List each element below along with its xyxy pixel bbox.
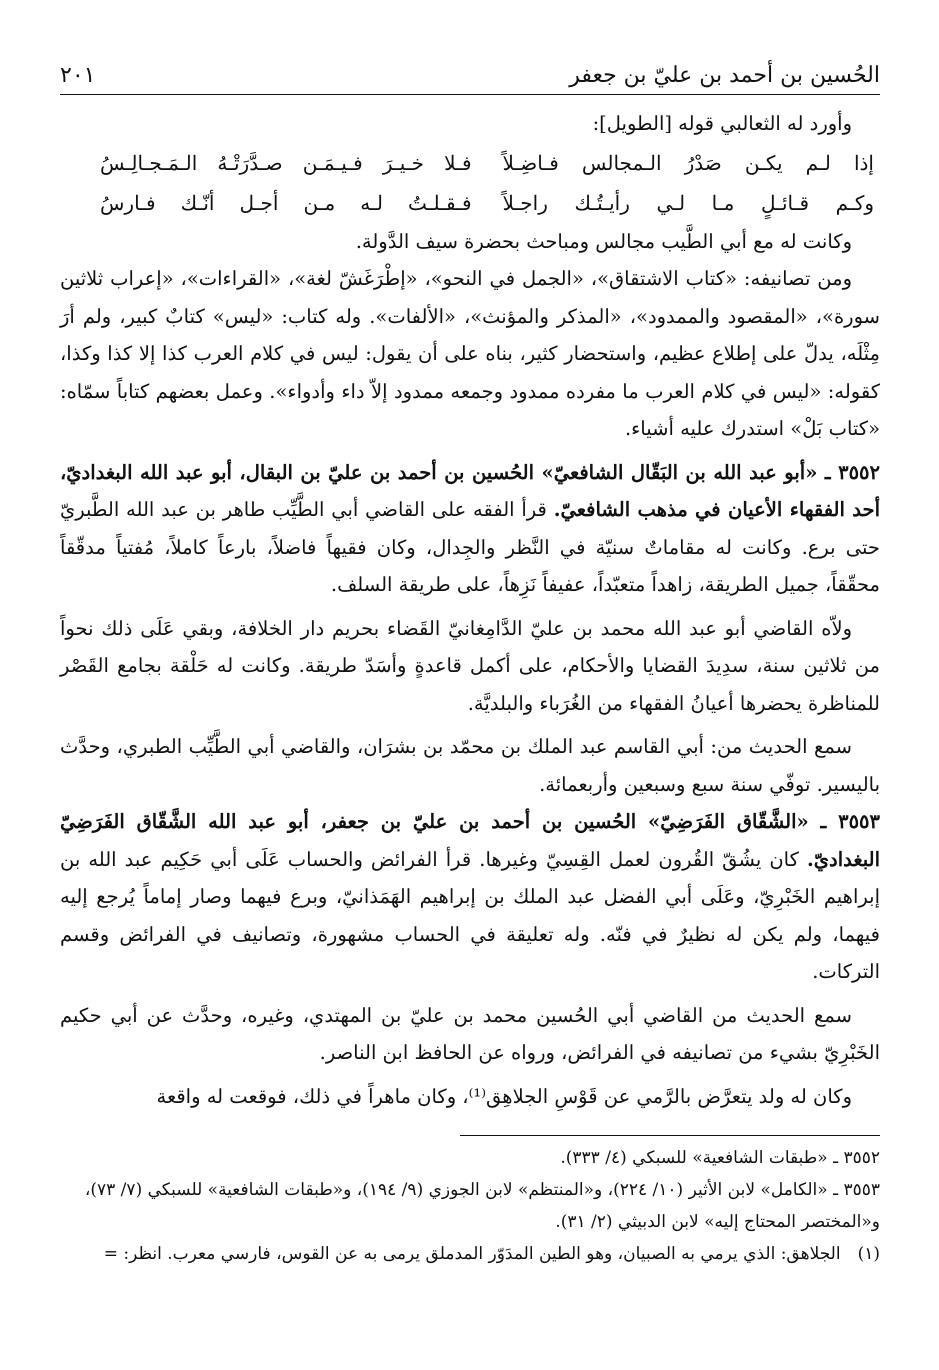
footnote-text: الجلاهق: الذي يرمي به الصبيان، وهو الطين المدَوّر المدملق يرمى به عن القوس، فارسي معرب. انظر: = [103, 1244, 841, 1264]
entry-3553-paragraph-3: وكان له ولد يتعرَّض بالرَّمي عن قَوْسِ الجلاهِق⁽¹⁾، وكان ماهراً في ذلك، فوقعت له واقعة [156, 1084, 852, 1108]
entry-3552 [60, 454, 880, 604]
footnote-source-3552 [60, 1142, 880, 1174]
verse-2-second-hemistich: فـقـلـتُ لـه مـن أجـل أنّـك فـارسُ [100, 190, 472, 215]
footnote-label: (١) [857, 1244, 880, 1264]
footnote-source-3553 [60, 1174, 880, 1238]
entry-3553-text: كان يشُقّ القُرون لعمل القِسِيّ وغيرها. قرأ الفرائض والحساب عَلَى أبي حَكِيم عبد الله بن إبراهيم الخَبْرِيّ، وعَلَى أبي الفضل عبد الملك بن إبراهيم الهَمَذانيّ، وبرع فيهما وصار إماماً يُرجع إليه فيهما، ولم يكن له نظيرٌ في فنّه. وله تعليقة في الحساب مشهورة، وتصانيف في الفرائض وقسم التركات. [60, 847, 880, 983]
page-header [60, 50, 880, 95]
paragraph-majalis: وكانت له مع أبي الطَّيب مجالس ومباحث بحضرة سيف الدَّولة. [355, 229, 852, 253]
entry-3553-paragraph-2: سمع الحديث من القاضي أبي الحُسين محمد بن عليّ بن المهتدي، وغيره، وحدَّث عن أبي حكيم الخَبْرِيّ بشيء من تصانيفه في الفرائض، ورواه عن الحافظ ابن الناصر. [60, 1003, 880, 1064]
entry-3552-text: قرأ الفقه على القاضي أبي الطَّيِّب طاهر بن عبد الله الطَّبريّ حتى برع. وكانت له مقاماتٌ سنيّة في النَّظر والجِدال، وكان فقيهاً فاضلاً، بارعاً كاملاً، مُفتياً مدقّقاً محقّقاً، جميل الطريقة، زاهداً متعبّداً، عفيفاً نَزِهاً، على طريقة السلف. [60, 498, 880, 596]
entry-3552-paragraph-3: سمع الحديث من: أبي القاسم عبد الملك بن محمّد بن بشرَان، والقاضي أبي الطَّيِّب الطبري، وحدَّث باليسير. توفّي سنة سبع وسبعين وأربعمائة. [60, 735, 880, 796]
entry-3553-heading: ٣٥٥٣ ـ «الشَّقّاق الفَرَضِيّ» الحُسين بن أحمد بن عليّ بن جعفر، أبو عبد الله الشَّقّاق الفَرَضِيّ البغداديّ. [60, 810, 880, 871]
verse-line-1 [60, 143, 880, 183]
poem-intro: وأورد له الثعالبي قوله [الطويل]: [592, 112, 852, 135]
verse-1-first-hemistich: إذا لـم يكـن صَدْرُ الـمجالس فـاضِـلاً [502, 150, 874, 175]
entry-3553 [60, 803, 880, 991]
entry-3552-paragraph-2: ولاّه القاضي أبو عبد الله محمد بن عليّ الدَّامِغانيّ القَضاء بحريم دار الخلافة، وبقي عَلَى ذلك نحواً من ثلاثين سنة، سدِيدَ القضايا والأحكام، على أكمل قاعدةٍ وأسَدّ طريقة. وكانت له حَلْقة بجامع القَصْر للمناظرة يحضرها أعيانُ الفقهاء من الغُرَباء والبلديَّة. [60, 616, 880, 715]
footnote-1 [60, 1238, 880, 1270]
running-title: الحُسين بن أحمد بن عليّ بن جعفر [569, 63, 880, 88]
footnote-text: ٣٥٥٢ ـ «طبقات الشافعية» للسبكي (٤/ ٣٣٣). [560, 1148, 880, 1168]
verse-2-first-hemistich: وكـم قـائـلٍ مـا لـي رأيـتُـك راجـلاً [502, 190, 874, 215]
verse-1-second-hemistich: فـلا خـيـرَ فـيـمَـن صـدَّرَتْـهُ الـمَـجـالِـسُ [100, 150, 472, 175]
page-number: ٢٠١ [60, 63, 96, 88]
verse-line-2 [60, 183, 880, 223]
book-page [60, 50, 880, 1270]
main-text [60, 105, 880, 1115]
footnotes [60, 1142, 880, 1270]
paragraph-works: ومن تصانيفه: «كتاب الاشتقاق»، «الجمل في النحو»، «إطْرَغَشّ لغة»، «القراءات»، «إعراب ثلاثين سورة»، «المقصود والممدود»، «المذكر والمؤنث»، «الألفات». وله كتاب: «ليس» كتابٌ كبير، ولم أرَ مِثْلَه، يدلّ على إطلاع عظيم، واستحضار كثير، بناه على أن يقول: ليس في كلام العرب كذا إلا كذا وكذا، كقوله: «ليس في كلام العرب ما مفرده ممدود وجمعه ممدود إلاّ داء وأدواء». وعمل بعضهم كتاباً سمّاه: «كتاب بَلْ» استدرك عليه أشياء. [60, 267, 880, 440]
entry-3552-heading: ٣٥٥٢ ـ «أبو عبد الله بن البَقّال الشافعيّ» الحُسين بن أحمد بن عليّ بن البقال، أبو عبد الله البغداديّ، أحد الفقهاء الأعيان في مذهب الشافعيّ. [60, 460, 881, 521]
footnote-separator [460, 1135, 880, 1136]
footnote-text: ٣٥٥٣ ـ «الكامل» لابن الأثير (١٠/ ٢٢٤)، و«المنتظم» لابن الجوزي (٩/ ١٩٤)، و«طبقات الشافعية» للسبكي (٧/ ٧٣)، و«المختصر المحتاج إليه» لابن الدبيثي (٢/ ٣١). [84, 1180, 880, 1232]
